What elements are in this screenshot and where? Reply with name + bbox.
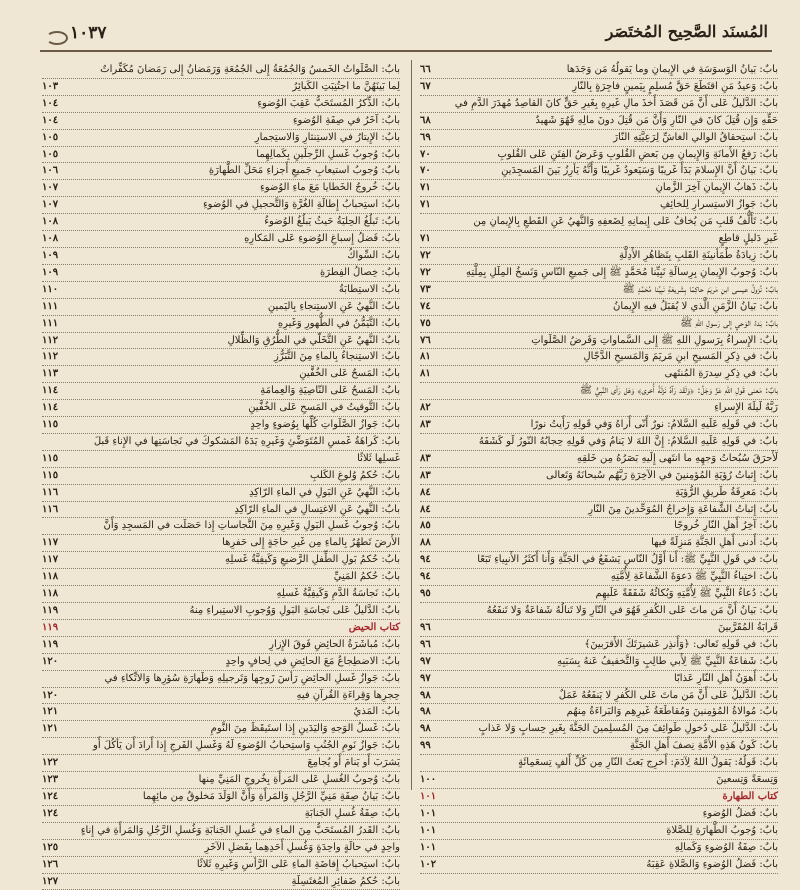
- entry-page-number: ١٠١: [420, 823, 450, 839]
- entry-page-number: ١٢١: [42, 721, 72, 737]
- entry-page-number: ٩٦: [420, 637, 450, 653]
- entry-title: بابٌ: بَيانُ الزَّمَنِ الَّذي لا يُقبَلُ فيهِ الإِيمانُ: [450, 299, 778, 315]
- toc-entry: [420, 688, 778, 705]
- entry-page-number: ١١٨: [42, 586, 72, 602]
- toc-entry: [420, 163, 778, 180]
- toc-entry: [42, 231, 400, 248]
- toc-entry: [42, 468, 400, 485]
- entry-page-number: ١١٦: [42, 485, 72, 501]
- entry-page-number: ٧١: [420, 231, 450, 247]
- entry-title: بابٌ: صِفَةُ غُسلِ الجَنابَةِ: [72, 806, 400, 822]
- ornament-icon: [46, 31, 68, 45]
- entry-page-number: ٩٨: [420, 704, 450, 720]
- entry-page-number: ١٢١: [42, 704, 72, 720]
- entry-title: بابٌ: غَسلُ الوَجهِ وَاليَدَينِ إِذا استَيقَظَ مِنَ النَّومِ: [72, 721, 400, 737]
- page-number: ١٠٣٧: [70, 23, 107, 43]
- entry-title: بابٌ: الدَّليلُ عَلى أَنَّ مَن ماتَ عَلى الكُفرِ لا يَنفَعُهُ عَمَلٌ: [450, 688, 778, 704]
- entry-page-number: ١٠٠: [420, 772, 450, 788]
- toc-entry: [42, 214, 400, 231]
- entry-title: بابٌ: الاستِطابَةُ: [72, 282, 400, 298]
- toc-entry: [42, 248, 400, 265]
- toc-entry-line: بابٌ: كَراهَةُ غَمسِ المُتَوَضِّئِ وَغَيرِهِ يَدَهُ المَشكوكَ في نَجاسَتِها في الإِناءِ قَبلَ: [42, 434, 400, 451]
- toc-entry: [420, 197, 778, 214]
- toc-entry: [420, 451, 778, 468]
- entry-page-number: ١٠٩: [42, 265, 72, 281]
- entry-title: لَأَحرَقَ سُبُحاتُ وَجهِهِ ما انتَهى إِلَيهِ بَصَرُهُ مِن خَلقِهِ: [450, 451, 778, 467]
- entry-page-number: ١١٥: [42, 451, 72, 467]
- toc-entry: [420, 417, 778, 434]
- entry-page-number: ١١٧: [42, 535, 72, 551]
- entry-page-number: ١١٩: [42, 637, 72, 653]
- entry-page-number: ٨١: [420, 366, 450, 382]
- entry-page-number: ١١٣: [42, 366, 72, 382]
- entry-title: بابٌ: اختِباءُ النَّبِيِّ ﷺ دَعوَةَ الشَّفاعَةِ لِأُمَّتِهِ: [450, 569, 778, 585]
- toc-entry: [420, 299, 778, 316]
- entry-title: بابٌ: زِيادَةُ طُمَأنينَةِ القَلبِ بِتَظاهُرِ الأَدِلَّةِ: [450, 248, 778, 264]
- entry-page-number: ٧٢: [420, 248, 450, 264]
- entry-title: بابٌ: إِثباتُ الشَّفاعَةِ وَإِخراجُ المُوَحِّدينَ مِنَ النّارِ: [450, 502, 778, 518]
- toc-entry: [42, 789, 400, 806]
- toc-entry: [42, 383, 400, 400]
- entry-page-number: ٨١: [420, 349, 450, 365]
- toc-entry: [42, 637, 400, 654]
- toc-entry: [42, 688, 400, 705]
- entry-title: بابٌ: حُكمُ ضَفائِرِ المُغتَسِلَةِ: [72, 874, 400, 890]
- toc-entry: [42, 840, 400, 857]
- left-column: [42, 62, 400, 790]
- toc-entry-line: بابٌ: في قَولِهِ عَلَيهِ السَّلامُ: إِنَّ اللهَ لا يَنامُ وَفي قَولِهِ حِجابُهُ النّورُ لَو كَشَفَهُ: [420, 434, 778, 451]
- entry-page-number: ١١٦: [42, 502, 72, 518]
- toc-entry: [42, 366, 400, 383]
- entry-title: بابٌ: جَوازُ الاستِسرارِ لِلخائِفِ: [450, 197, 778, 213]
- entry-title: كتاب الطهارة: [450, 789, 778, 805]
- entry-page-number: ٨٣: [420, 468, 450, 484]
- entry-title: بابٌ: بَيانُ الوَسوَسَةِ في الإِيمانِ وما يَقولُهُ مَن وَجَدَها: [450, 62, 778, 78]
- entry-page-number: ٩٦: [420, 620, 450, 636]
- column-divider: [411, 60, 412, 790]
- entry-page-number: ٩٨: [420, 721, 450, 737]
- entry-page-number: ٦٦: [420, 62, 450, 78]
- toc-entry: [420, 485, 778, 502]
- entry-page-number: ١٠٧: [42, 197, 72, 213]
- toc-entry: [42, 96, 400, 113]
- toc-entry: [42, 333, 400, 350]
- toc-entry: [42, 721, 400, 738]
- toc-entry: [420, 518, 778, 535]
- entry-page-number: ٧٢: [420, 265, 450, 281]
- toc-entry: [42, 704, 400, 721]
- entry-title: بابٌ: آخَرُ في صِفَةِ الوُضوءِ: [72, 113, 400, 129]
- entry-title: قَرابَةُ المُقَرَّبينَ: [450, 620, 778, 636]
- toc-entry-line: بابٌ: جَوازُ غَسلِ الحائِضِ رَأسَ زَوجِها وَتَرجيلِهِ وَطَهارَةِ سُؤرِها وَالاتِّكاءِ في: [42, 671, 400, 688]
- toc-entry: [420, 282, 778, 299]
- entry-page-number: ٨٣: [420, 417, 450, 433]
- entry-page-number: ١١٢: [42, 349, 72, 365]
- entry-page-number: ١٠٣: [42, 79, 72, 95]
- entry-title: يَشرَبَ أَو يَنامَ أَو يُجامِعَ: [72, 755, 400, 771]
- entry-title: بابٌ: حُكمُ وُلوغِ الكَلبِ: [72, 468, 400, 484]
- entry-page-number: ١١٤: [42, 383, 72, 399]
- entry-title: بابٌ: الإِيتارُ في الاستِنثارِ وَالاستِجمارِ: [72, 130, 400, 146]
- entry-title: بابٌ: حُكمُ بَولِ الطِّفلِ الرَّضيعِ وَكَيفِيَّةُ غَسلِهِ: [72, 552, 400, 568]
- entry-title: بابٌ: السِّواكُ: [72, 248, 400, 264]
- toc-entry-line: بابٌ: بَيانُ أَنَّ مَن ماتَ عَلى الكُفرِ فَهُوَ في النّارِ وَلا تَنالُهُ شَفاعَةٌ وَلا تَنفَعُهُ: [420, 603, 778, 620]
- entry-title: بابٌ: في قَولِهِ تَعالى: ﴿وَأَنذِر عَشيرَتَكَ الأَقرَبينَ﴾: [450, 637, 778, 653]
- toc-entry: [420, 654, 778, 671]
- entry-page-number: ١١٤: [42, 400, 72, 416]
- entry-page-number: ١٢٠: [42, 654, 72, 670]
- entry-title: بابٌ: خِصالُ الفِطرَةِ: [72, 265, 400, 281]
- entry-title: بابٌ: الاضطِجاعُ مَعَ الحائِضِ في لِحافٍ واحِدٍ: [72, 654, 400, 670]
- entry-title: بابٌ: ذَهابُ الإِيمانِ آخِرَ الزَّمانِ: [450, 180, 778, 196]
- entry-page-number: ١٠٦: [42, 163, 72, 179]
- toc-entry: [42, 603, 400, 620]
- toc-entry: [420, 147, 778, 164]
- entry-page-number: ٧٣: [420, 282, 450, 298]
- entry-title: بابٌ: نُزولُ عيسى ابنِ مَريَمَ حاكِمًا بِشَريعَةِ نَبِيِّنا مُحَمَّدٍ ﷺ: [450, 282, 778, 298]
- entry-title: رَبَّهُ لَيلَةَ الإِسراءِ: [450, 400, 778, 416]
- entry-page-number: ١١٨: [42, 569, 72, 585]
- entry-title: بابٌ: المَسحُ عَلى الخُفَّينِ: [72, 366, 400, 382]
- entry-page-number: ١١٥: [42, 468, 72, 484]
- entry-page-number: ١١٢: [42, 333, 72, 349]
- entry-page-number: ٨٤: [420, 485, 450, 501]
- entry-page-number: ٦٧: [420, 79, 450, 95]
- entry-title: لِما بَينَهُنَّ ما اجتُنِبَتِ الكَبائِرُ: [72, 79, 400, 95]
- toc-entry-line: بابٌ: وُجوبُ غَسلِ البَولِ وَغَيرِهِ مِنَ النَّجاساتِ إِذا حَصَلَت في المَسجِدِ وَأَنَّ: [42, 518, 400, 535]
- entry-title: بابٌ: النَّهيُ عَنِ الاغتِسالِ في الماءِ الرّاكِدِ: [72, 502, 400, 518]
- entry-title: بابٌ: وُجوبُ الطَّهارَةِ لِلصَّلاةِ: [450, 823, 778, 839]
- entry-title: وَتِسعَةً وَتِسعينَ: [450, 772, 778, 788]
- toc-entry: [420, 502, 778, 519]
- entry-page-number: ١١٩: [42, 603, 72, 619]
- toc-entry: [420, 400, 778, 417]
- toc-entry: [42, 755, 400, 772]
- entry-page-number: ١٢٦: [42, 857, 72, 873]
- entry-title: غَيرِ دَليلٍ قاطِعٍ: [450, 231, 778, 247]
- entry-title: بابٌ: مَعرِفَةُ طَريقِ الرُّؤيَةِ: [450, 485, 778, 501]
- entry-page-number: ٧١: [420, 197, 450, 213]
- entry-page-number: ١٢٠: [42, 688, 72, 704]
- entry-page-number: ١١١: [42, 299, 72, 315]
- entry-title: بابٌ: وُجوبُ غَسلِ الرِّجلَينِ بِكَمالِهِما: [72, 147, 400, 163]
- entry-title: بابٌ: إِثباتُ رُؤيَةِ المُؤمِنينَ في الآخِرَةِ رَبَّهُم سُبحانَهُ وَتَعالى: [450, 468, 778, 484]
- toc-entry: [420, 806, 778, 823]
- entry-title: بابٌ: في ذِكرِ المَسيحِ ابنِ مَريَمَ وَالمَسيحِ الدَّجّالِ: [450, 349, 778, 365]
- entry-title: بابٌ: وُجوبُ الغُسلِ عَلى المَرأَةِ بِخُروجِ المَنِيِّ مِنها: [72, 772, 400, 788]
- toc-entry: [420, 772, 778, 789]
- entry-page-number: ١٢٢: [42, 755, 72, 771]
- toc-entry-line: بابٌ: جَوازُ نَومِ الجُنُبِ وَاستِحبابُ الوُضوءِ لَهُ وَغَسلِ الفَرجِ إِذا أَرادَ أَن يَأكُلَ أَو: [42, 738, 400, 755]
- section-heading: [42, 620, 400, 637]
- toc-entry: [420, 130, 778, 147]
- toc-entry: [42, 569, 400, 586]
- entry-title: بابٌ: النَّهيُ عَنِ التَّخَلّي في الطُّرُقِ وَالظِّلالِ: [72, 333, 400, 349]
- entry-title: بابٌ: استِحبابُ إِطالَةِ الغُرَّةِ وَالتَّحجيلِ في الوُضوءِ: [72, 197, 400, 213]
- entry-page-number: ١٠٤: [42, 113, 72, 129]
- toc-entry: [420, 620, 778, 637]
- entry-page-number: ٩٤: [420, 552, 450, 568]
- entry-title: حِجرِها وَقِراءَةِ القُرآنِ فيهِ: [72, 688, 400, 704]
- toc-entry: [420, 468, 778, 485]
- entry-title: بابٌ: مُباشَرَةُ الحائِضِ فَوقَ الإِزارِ: [72, 637, 400, 653]
- entry-title: بابٌ: الدَّليلُ عَلى دُخولِ طَوائِفَ مِنَ المُسلِمينَ الجَنَّةَ بِغَيرِ حِسابٍ وَلا عَذابٍ: [450, 721, 778, 737]
- entry-page-number: ٩٥: [420, 586, 450, 602]
- entry-page-number: ٩٧: [420, 654, 450, 670]
- entry-title: بابٌ: النَّهيُ عَنِ الاستِنجاءِ بِاليَمينِ: [72, 299, 400, 315]
- toc-entry: [42, 79, 400, 96]
- entry-title: حَقِّهِ وَإِن قُتِلَ كانَ في النّارِ وَأَنَّ مَن قُتِلَ دونَ مالِهِ فَهُوَ شَهيدٌ: [450, 113, 778, 129]
- entry-page-number: ١٢٤: [42, 806, 72, 822]
- entry-page-number: ١٠١: [420, 840, 450, 856]
- entry-title: بابٌ: التَّوقيتُ في المَسحِ عَلى الخُفَّينِ: [72, 400, 400, 416]
- entry-title: بابٌ: استِحقاقُ الوالي الغاشِّ لِرَعِيَّتِهِ النّارَ: [450, 130, 778, 146]
- toc-entry: [420, 248, 778, 265]
- entry-title: الأَرضَ تَطهُرُ بِالماءِ مِن غَيرِ حاجَةٍ إِلى حَفرِها: [72, 535, 400, 551]
- entry-page-number: ٨٤: [420, 502, 450, 518]
- toc-entry: [42, 130, 400, 147]
- entry-page-number: ٨٨: [420, 535, 450, 551]
- toc-entry: [420, 857, 778, 874]
- toc-entry: [420, 316, 778, 333]
- entry-title: بابٌ: بَيانُ أَنَّ الإِسلامَ بَدَأَ غَريبًا وَسَيَعودُ غَريبًا وَأَنَّهُ يَأرِزُ بَينَ المَسجِدَينِ: [450, 163, 778, 179]
- entry-title: بابٌ: الدَّليلُ عَلى نَجاسَةِ البَولِ وَوُجوبِ الاستِبراءِ مِنهُ: [72, 603, 400, 619]
- entry-title: بابٌ: وُجوبُ استيعابِ جَميعِ أَجزاءِ مَحَلِّ الطَّهارَةِ: [72, 163, 400, 179]
- entry-page-number: ٦٩: [420, 130, 450, 146]
- entry-title: بابٌ: مُوالاةُ المُؤمِنينَ وَمُقاطَعَةُ غَيرِهِم وَالبَراءَةُ مِنهُم: [450, 704, 778, 720]
- page-header: [40, 20, 772, 52]
- toc-entry: [42, 316, 400, 333]
- toc-entry: [42, 654, 400, 671]
- toc-entry: [420, 366, 778, 383]
- entry-title: بابٌ: تَبلُغُ الحِليَةُ حَيثُ يَبلُغُ الوُضوءُ: [72, 214, 400, 230]
- entry-page-number: ١١١: [42, 316, 72, 332]
- entry-title: بابٌ: فَضلُ الوُضوءِ: [450, 806, 778, 822]
- toc-entry: [42, 874, 400, 890]
- toc-entry: [42, 586, 400, 603]
- right-column: [420, 62, 778, 790]
- entry-page-number: ١٢٧: [42, 874, 72, 890]
- entry-title: بابٌ: أَهوَنُ أَهلِ النّارِ عَذابًا: [450, 671, 778, 687]
- toc-entry-line: بابٌ: القَدرُ المُستَحَبُّ مِنَ الماءِ في غُسلِ الجَنابَةِ وَغُسلِ الرَّجُلِ وَالمَرأَةِ في إِناءٍ: [42, 823, 400, 840]
- toc-entry-line: بابٌ: قَولُهُ: يَقولُ اللهُ لِآدَمَ: أَخرِج بَعثَ النّارِ مِن كُلِّ أَلفٍ تِسعَمِائَةٍ: [420, 755, 778, 772]
- toc-entry: [42, 552, 400, 569]
- entry-page-number: ١٠١: [420, 806, 450, 822]
- entry-title: بابٌ: وُجوبُ الإِيمانِ بِرِسالَةِ نَبِيِّنا مُحَمَّدٍ ﷺ إِلى جَميعِ النّاسِ وَنَسخُ المِلَلِ بِمِلَّتِهِ: [450, 265, 778, 281]
- toc-entry: [42, 451, 400, 468]
- entry-page-number: ٩٤: [420, 569, 450, 585]
- toc-entry: [420, 738, 778, 755]
- entry-title: بابٌ: شَفاعَةُ النَّبِيِّ ﷺ لِأَبي طالِبٍ وَالتَّخفيفُ عَنهُ بِسَبَبِهِ: [450, 654, 778, 670]
- toc-entry: [420, 823, 778, 840]
- entry-title: بابٌ: أَدنى أَهلِ الجَنَّةِ مَنزِلَةً فيها: [450, 535, 778, 551]
- entry-title: بابٌ: التَّيَمُّنُ في الطُّهورِ وَغَيرِهِ: [72, 316, 400, 332]
- entry-page-number: ١٢٥: [42, 840, 72, 856]
- entry-title: بابٌ: استِحبابُ إِفاضَةِ الماءِ عَلى الرَّأسِ وَغَيرِهِ ثَلاثًا: [72, 857, 400, 873]
- entry-page-number: ١٠٩: [42, 248, 72, 264]
- entry-page-number: ١٠٥: [42, 130, 72, 146]
- toc-entry: [420, 333, 778, 350]
- toc-entry: [420, 637, 778, 654]
- toc-entry: [420, 671, 778, 688]
- entry-title: بابٌ: بَيانُ صِفَةِ مَنِيِّ الرَّجُلِ وَالمَرأَةِ وَأَنَّ الوَلَدَ مَخلوقٌ مِن مائِهِما: [72, 789, 400, 805]
- toc-entry: [42, 806, 400, 823]
- entry-title: بابٌ: دُعاءُ النَّبِيِّ ﷺ لِأُمَّتِهِ وَبُكائُهُ شَفَقَةً عَلَيهِم: [450, 586, 778, 602]
- toc-entry: [42, 113, 400, 130]
- toc-entry: [42, 857, 400, 874]
- entry-title: بابٌ: فَضلُ إِسباغِ الوُضوءِ عَلى المَكارِهِ: [72, 231, 400, 247]
- toc-entry: [42, 485, 400, 502]
- entry-title: بابٌ: في قَولِهِ عَلَيهِ السَّلامُ: نورٌ أَنّى أَراهُ وَفي قَولِهِ رَأَيتُ نورًا: [450, 417, 778, 433]
- entry-page-number: ١٠٧: [42, 180, 72, 196]
- toc-entry: [420, 840, 778, 857]
- entry-title: بابٌ: الاستِنجاءُ بِالماءِ مِنَ التَّبَرُّزِ: [72, 349, 400, 365]
- toc-entry: [42, 282, 400, 299]
- toc-entry: [420, 180, 778, 197]
- entry-title: بابٌ: خُروجُ الخَطايا مَعَ ماءِ الوُضوءِ: [72, 180, 400, 196]
- toc-entry: [42, 147, 400, 164]
- entry-title: بابٌ: في قَولِ النَّبِيِّ ﷺ: أَنا أَوَّلُ النّاسِ يَشفَعُ في الجَنَّةِ وَأَنا أَكثَرُ الأَنبِياءِ تَبَعًا: [450, 552, 778, 568]
- toc-entry: [420, 79, 778, 96]
- entry-page-number: ١١٥: [42, 417, 72, 433]
- section-heading: [420, 789, 778, 806]
- entry-page-number: ١٠٢: [420, 857, 450, 873]
- entry-page-number: ٧١: [420, 180, 450, 196]
- toc-entry: [420, 721, 778, 738]
- entry-page-number: ٩٨: [420, 688, 450, 704]
- entry-title: بابٌ: المَذيُ: [72, 704, 400, 720]
- entry-title: بابٌ: الذِّكرُ المُستَحَبُّ عَقِبَ الوُضوءِ: [72, 96, 400, 112]
- entry-page-number: ١٢٤: [42, 789, 72, 805]
- entry-page-number: ٧٦: [420, 333, 450, 349]
- entry-page-number: ١١٧: [42, 552, 72, 568]
- entry-page-number: ٨٥: [420, 518, 450, 534]
- entry-title: بابٌ: رَفعُ الأَمانَةِ وَالإِيمانِ مِن بَعضِ القُلوبِ وَعَرضُ الفِتَنِ عَلى القُلوبِ: [450, 147, 778, 163]
- entry-title: بابٌ: المَسحُ عَلى النّاصِيَةِ وَالعِمامَةِ: [72, 383, 400, 399]
- running-title: المُسنَد الصَّحِيح المُختَصَر: [606, 22, 768, 41]
- entry-page-number: ١٠٨: [42, 231, 72, 247]
- toc-entry: [420, 586, 778, 603]
- toc-entry-line: بابٌ: الدَّليلُ عَلى أَنَّ مَن قَصَدَ أَخذَ مالِ غَيرِهِ بِغَيرِ حَقٍّ كانَ القاصِدُ مُهدَرَ الدَّمِ في: [420, 96, 778, 113]
- entry-title: بابٌ: نَجاسَةُ الدَّمِ وَكَيفِيَّةُ غَسلِهِ: [72, 586, 400, 602]
- toc-entry: [42, 265, 400, 282]
- entry-title: بابٌ: في ذِكرِ سِدرَةِ المُنتَهى: [450, 366, 778, 382]
- entry-title: بابٌ: بَدءُ الوَحيِ إِلى رَسولِ اللهِ ﷺ: [450, 316, 778, 332]
- entry-page-number: ٧٥: [420, 316, 450, 332]
- toc-entry: [42, 197, 400, 214]
- toc-entry: [42, 299, 400, 316]
- toc-entry: [420, 349, 778, 366]
- entry-page-number: ٨٣: [420, 451, 450, 467]
- toc-entry-line: بابٌ: مَعنى قَولِ اللهِ عَزَّ وَجَلَّ: ﴿وَلَقَد رَآهُ نَزلَةً أُخرى﴾ وَهَل رَأى النَّبِيُّ ﷺ: [420, 383, 778, 400]
- toc-entry: [420, 265, 778, 282]
- toc-entry-line: بابٌ: الصَّلَواتُ الخَمسُ وَالجُمُعَةُ إِلى الجُمُعَةِ وَرَمَضانُ إِلى رَمَضانَ مُكَفِّراتٌ: [42, 62, 400, 79]
- entry-page-number: ١٠١: [420, 789, 450, 805]
- entry-title: بابٌ: جَوازُ الصَّلَواتِ كُلِّها بِوُضوءٍ واحِدٍ: [72, 417, 400, 433]
- entry-page-number: ٩٧: [420, 671, 450, 687]
- entry-title: بابٌ: فَضلُ الوُضوءِ وَالصَّلاةِ عَقِبَهُ: [450, 857, 778, 873]
- entry-page-number: ٨٢: [420, 400, 450, 416]
- toc-entry: [420, 704, 778, 721]
- entry-page-number: ١١٩: [42, 620, 72, 636]
- entry-title: واحِدٍ في حالَةٍ واحِدَةٍ وَغُسلِ أَحَدِهِما بِفَضلِ الآخَرِ: [72, 840, 400, 856]
- toc-entry: [42, 535, 400, 552]
- toc-entry: [420, 569, 778, 586]
- entry-page-number: ٧٠: [420, 163, 450, 179]
- toc-entry: [42, 400, 400, 417]
- entry-title: بابٌ: آخِرُ أَهلِ النّارِ خُروجًا: [450, 518, 778, 534]
- toc-entry: [420, 535, 778, 552]
- toc-entry: [42, 163, 400, 180]
- entry-page-number: ٧٠: [420, 147, 450, 163]
- entry-title: بابٌ: حُكمُ المَنِيِّ: [72, 569, 400, 585]
- toc-entry: [420, 113, 778, 130]
- entry-page-number: ١٠٥: [42, 147, 72, 163]
- entry-page-number: ١٠٤: [42, 96, 72, 112]
- entry-title: كتاب الحيض: [72, 620, 400, 636]
- toc-entry: [420, 552, 778, 569]
- entry-page-number: ١٢٣: [42, 772, 72, 788]
- entry-page-number: ١١٠: [42, 282, 72, 298]
- toc-entry: [420, 62, 778, 79]
- toc-entry: [42, 180, 400, 197]
- entry-title: غَسلِها ثَلاثًا: [72, 451, 400, 467]
- entry-page-number: ٧٤: [420, 299, 450, 315]
- entry-page-number: ٩٩: [420, 738, 450, 754]
- entry-page-number: ١٠٨: [42, 214, 72, 230]
- entry-title: بابٌ: كَونُ هَذِهِ الأُمَّةِ نِصفَ أَهلِ الجَنَّةِ: [450, 738, 778, 754]
- toc-entry: [42, 772, 400, 789]
- entry-title: بابٌ: صِفَةُ الوُضوءِ وَكَمالِهِ: [450, 840, 778, 856]
- entry-title: بابٌ: النَّهيُ عَنِ البَولِ في الماءِ الرّاكِدِ: [72, 485, 400, 501]
- entry-title: بابٌ: وَعيدُ مَنِ اقتَطَعَ حَقَّ مُسلِمٍ بِيَمينٍ فاجِرَةٍ بِالنّارِ: [450, 79, 778, 95]
- toc-entry-line: بابٌ: تَأَلُّفُ قَلبِ مَن يُخافُ عَلى إِيمانِهِ لِضَعفِهِ وَالنَّهيُ عَنِ القَطعِ بِالإِيمانِ مِن: [420, 214, 778, 231]
- entry-title: بابٌ: الإِسراءُ بِرَسولِ اللهِ ﷺ إِلى السَّماواتِ وَفَرضُ الصَّلَواتِ: [450, 333, 778, 349]
- toc-entry: [42, 502, 400, 519]
- toc-entry: [42, 417, 400, 434]
- toc-entry: [420, 231, 778, 248]
- toc-entry: [42, 349, 400, 366]
- entry-page-number: ٦٨: [420, 113, 450, 129]
